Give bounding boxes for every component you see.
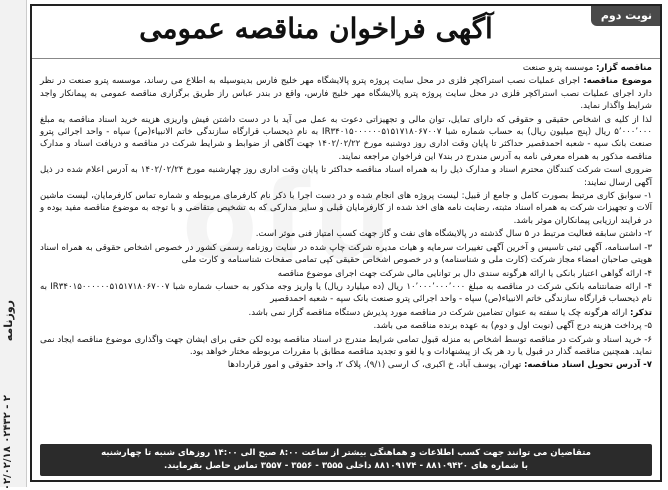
item-3-articles: ۳- اساسنامه، آگهی ثبتی تاسیس و آخرین آگهی تغییرات سرمایه و هیات مدیره شرکت چاپ شده در سایت روزنامه رسمی کشور در خصوص اشخاص حقوقی به همراه اسناد هویتی صاحبان امضاء مجاز شرکت (کارت ملی و شناسنامه) و در خصوص اشخاص حقیقی کپی تمامی صفحات شناسنامه و کارت ملی xyxy=(40,242,652,266)
item-5-ad-cost: ۵- پرداخت هزینه درج آگهی (نوبت اول و دوم) به عهده برنده مناقصه می باشد. xyxy=(373,321,652,332)
item-2-experience: ۲- داشتن سابقه فعالیت مرتبط در ۵ سال گذشته در پالایشگاه های نفت و گاز جهت کسب امتیاز فنی موثر است. xyxy=(255,229,652,240)
item-1-work-history: ۱- سوابق کاری مرتبط بصورت کامل و جامع از قبیل: لیست پروژه های انجام شده و در دست اجرا با ذکر نام کارفرمای مربوطه و شماره تماس کارفرمایان، لیست ماشین آلات و تجهیزات شرکت به همراه اسناد مثبته، رضایت نامه های اخذ شده از کارفرمایان قبلی و سایر مدارکی که به تشخیص متقاضی و با توجه به موضوع مناقصه مفید بوده و در فرایند ارزیابی پیمانکاران موثر باشد. xyxy=(40,191,652,226)
round-badge: نوبت دوم xyxy=(591,6,660,26)
notice-header xyxy=(32,6,660,59)
issue-date: ۰۲/۰۲/۱۸ ۰۲۴۳۲ - ۲ xyxy=(2,395,13,490)
note-cheque: تذکر: ارائه هرگونه چک یا سفته به عنوان تضامین شرکت در مناقصه مورد پذیرش دستگاه مناقصه گزار نمی باشد. xyxy=(248,307,652,318)
paragraph-subject: موضوع مناقصه: اجرای عملیات نصب استراکچر فلزی در محل سایت پروژه پترو پالایشگاه مهر خلیج فارس بدینوسیله به اطلاع می رساند، موسسه پترو صنعت در نظر دارد اجرای عملیات نصب استراکچر فلزی در محل سایت پروژه پترو پالایشگاه مهر خلیج فارس، واقع در بندر عباس راز طریق برگزاری مناقصه عمومی به پیمانکار واجد شرایط واگذار نماید. xyxy=(40,76,653,112)
paragraph-invitation: لذا از کلیه ی اشخاص حقیقی و حقوقی که دارای تمایل، توان مالی و تجهیزاتی دعوت به عمل می آید با در دست داشتن فیش واریزی هزینه خرید اسناد مناقصه به مبلغ ۵٬۰۰۰٬۰۰۰ ریال (پنج میلیون ریال) به حساب شماره شبا IR۳۴۰۱۵۰۰۰۰۰۰۵۱۵۱۷۱۸۰۶۷۰۰۷ به نام ذیحساب قرارگاه سازندگی خاتم الانبیاء(ص) سپاه - واحد اجرائی پترو صنعت بانک سپه - شعبه احمدقصیر حداکثر تا پایان وقت اداری روز دوشنبه مورخ ۱۴۰۲/۰۲/۲۲ جهت آگاهی از ضوابط و شرایط شرکت در مناقصه و دریافت اسناد و مدارک مناقصه مذکور به همراه معرفی نامه به آدرس مندرج در بند۷ این فراخوان مراجعه نمایند. xyxy=(40,114,652,162)
item-4-guarantee: ۴- ارائه ضمانتنامه بانکی شرکت در مناقصه به مبلغ ۱۰٬۰۰۰٬۰۰۰٬۰۰۰ ریال (ده میلیارد ریال) یا واریز وجه مذکور به حساب شماره شبا IR۳۴۰۱۵۰۰۰۰۰۰۵۱۵۱۷۱۸۰۶۷۰۰۷ به نام ذیحساب قرارگاه سازندگی خاتم الانبیاء(ص) سپاه - واحد اجرائی پترو صنعت بانک سپه - شعبه احمدقصیر xyxy=(40,281,652,305)
newspaper-name: روزنامه xyxy=(2,300,15,342)
paragraph-tender-giver: مناقصه گزار: موسسه پترو صنعت xyxy=(522,63,652,73)
item-4-bank-credit: ۴- ارائه گواهی اعتبار بانکی یا ارائه هرگونه سندی دال بر توانایی مالی شرکت جهت اجرای موضوع مناقصه xyxy=(277,268,652,279)
paragraph-documents-required: ضروری است شرکت کنندگان محترم اسناد و مدارک ذیل را به همراه اسناد مناقصه حداکثر تا پایان وقت اداری روز چهارشنبه مورخ ۱۴۰۲/۰۲/۲۴ به آدرس اعلام شده در ذیل آگهی ارسال نمایند: xyxy=(40,165,652,188)
notice-title: آگهی فراخوان مناقصه عمومی xyxy=(139,12,493,45)
notice-frame xyxy=(30,4,662,482)
footer-line-phones: با شماره های ۸۸۱۰۹۴۲۰ - ۸۸۱۰۹۱۷۴ داخلی ۳۵۵۵ - ۳۵۵۶ - ۳۵۵۷ تماس حاصل بفرمایند. xyxy=(164,461,528,471)
contact-footer xyxy=(40,444,652,476)
footer-line-hours: متقاضیان می توانند جهت کسب اطلاعات و هماهنگی بیشتر از ساعت ۸:۰۰ صبح الی ۱۴:۰۰ روزهای شنبه تا چهارشنبه xyxy=(101,448,591,458)
item-6-acceptance: ۶- خرید اسناد و شرکت در مناقصه توسط اشخاص به منزله قبول تمامی شرایط مندرج در اسناد مناقصه بوده لکن حقی برای ایشان جهت واگذاری موضوع مناقصه ایجاد نمی نماید. همچنین مناقصه گذار در قبول یا رد هر یک از پیشنهادات و یا لغو و تجدید مناقصه مطابق با مقررات مربوطه مختار خواهد بود. xyxy=(40,334,652,357)
newspaper-sidebar xyxy=(0,0,27,490)
notice-body xyxy=(32,59,660,372)
item-7-address: ۷- آدرس تحویل اسناد مناقصه: تهران، یوسف آباد، خ اکبری، ک ارسی (۹/۱)، پلاک ۲، واحد حقوقی و امور قراردادها xyxy=(227,360,652,371)
